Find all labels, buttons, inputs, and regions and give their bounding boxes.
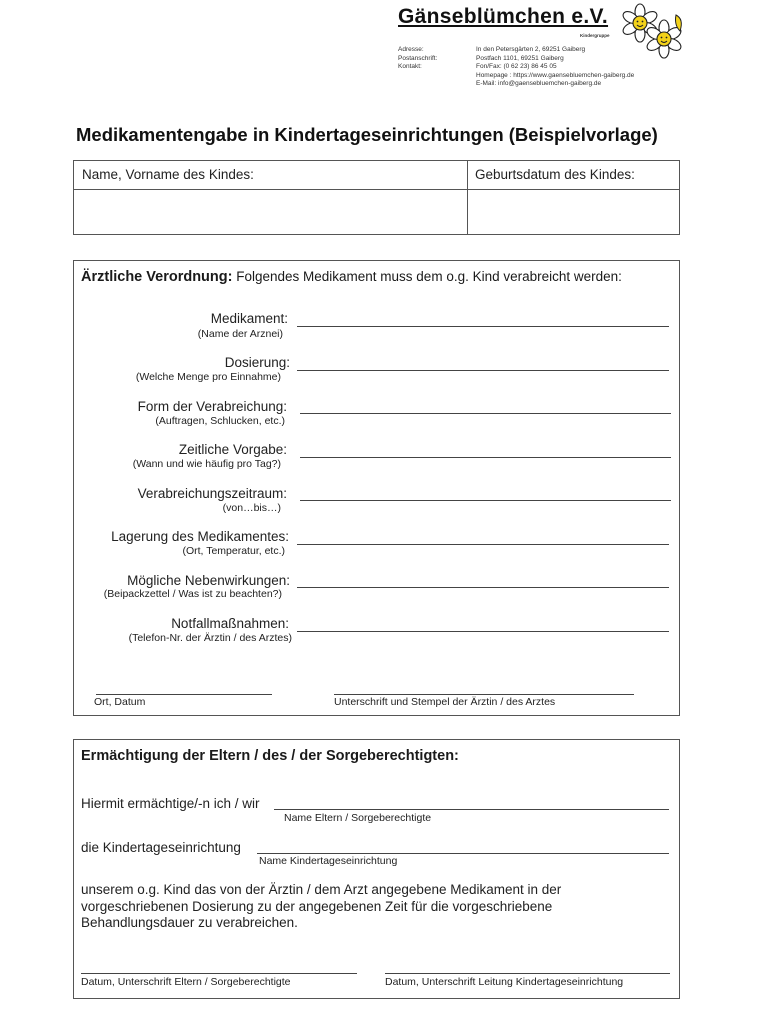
prescription-section bbox=[73, 260, 680, 716]
address-values bbox=[476, 46, 634, 89]
paragraph-line-2: vorgeschriebenen Dosierung zu der angegebenen Zeit für die vorgeschriebene bbox=[81, 898, 553, 914]
storage-hint: (Ort, Temperatur, etc.) bbox=[182, 545, 285, 557]
child-birthdate-label: Geburtsdatum des Kindes: bbox=[475, 167, 635, 182]
timing-line[interactable] bbox=[300, 457, 671, 458]
emergency-label: Notfallmaßnahmen: bbox=[171, 616, 289, 631]
organization-name: Gänseblümchen e.V. bbox=[398, 5, 609, 28]
daycare-label: die Kindertageseinrichtung bbox=[81, 840, 241, 855]
medication-label: Medikament: bbox=[210, 311, 288, 326]
medication-line[interactable] bbox=[297, 326, 669, 327]
child-birthdate-field[interactable] bbox=[469, 191, 678, 233]
address-label: Adresse: bbox=[398, 46, 424, 53]
dosage-hint: (Welche Menge pro Einnahme) bbox=[135, 371, 281, 383]
timing-label: Zeitliche Vorgabe: bbox=[178, 442, 287, 457]
daycare-name-hint: Name Kindertageseinrichtung bbox=[259, 855, 398, 867]
parents-name-line[interactable] bbox=[274, 809, 669, 810]
paragraph-line-3: Behandlungsdauer zu verabreichen. bbox=[81, 915, 298, 930]
authorize-label: Hiermit ermächtige/-n ich / wir bbox=[81, 796, 260, 811]
doctor-signature-line[interactable] bbox=[334, 694, 634, 695]
prescription-heading-bold: Ärztliche Verordnung: bbox=[81, 269, 233, 285]
medication-hint: (Name der Arznei) bbox=[197, 328, 283, 340]
side-effects-label: Mögliche Nebenwirkungen: bbox=[127, 573, 290, 588]
side-effects-line[interactable] bbox=[297, 587, 669, 588]
parents-signature-line[interactable] bbox=[81, 973, 357, 974]
administration-form-label: Form der Verabreichung: bbox=[137, 399, 287, 414]
child-name-field[interactable] bbox=[75, 191, 466, 233]
child-info-divider bbox=[467, 161, 468, 234]
authorization-heading: Ermächtigung der Eltern / des / der Sorgeberechtigten: bbox=[81, 748, 459, 764]
parents-signature-label: Datum, Unterschrift Eltern / Sorgeberechtigte bbox=[81, 976, 291, 988]
document-title: Medikamentengabe in Kindertageseinrichtungen (Beispielvorlage) bbox=[76, 124, 658, 145]
postal-value: Postfach 1101, 69251 Gaiberg bbox=[476, 54, 564, 62]
postal-label: Postanschrift: bbox=[398, 54, 438, 62]
prescription-heading bbox=[81, 269, 622, 285]
dosage-label: Dosierung: bbox=[224, 355, 290, 370]
daycare-name-line[interactable] bbox=[257, 853, 669, 854]
contact-label: Kontakt: bbox=[398, 63, 422, 71]
storage-line[interactable] bbox=[297, 544, 669, 545]
organization-subtitle: Kindergruppe bbox=[580, 33, 610, 38]
address-value: In den Petersgärten 2, 69251 Gaiberg bbox=[476, 46, 586, 53]
period-line[interactable] bbox=[300, 500, 671, 501]
administration-form-line[interactable] bbox=[300, 413, 671, 414]
period-label: Verabreichungszeitraum: bbox=[137, 486, 287, 501]
emergency-hint: (Telefon-Nr. der Ärztin / des Arztes) bbox=[128, 632, 292, 644]
daycare-signature-line[interactable] bbox=[385, 973, 670, 974]
authorization-paragraph bbox=[81, 882, 561, 932]
paragraph-line-1: unserem o.g. Kind das von der Ärztin / dem Arzt angegebene Medikament in der bbox=[81, 882, 562, 897]
daisy-flowers-icon bbox=[618, 3, 686, 65]
period-hint: (von…bis…) bbox=[222, 502, 281, 514]
storage-label: Lagerung des Medikamentes: bbox=[111, 529, 289, 544]
emergency-line[interactable] bbox=[297, 631, 669, 632]
child-name-label: Name, Vorname des Kindes: bbox=[82, 167, 254, 182]
parents-name-hint: Name Eltern / Sorgeberechtigte bbox=[284, 812, 432, 824]
prescription-heading-text: Folgendes Medikament muss dem o.g. Kind verabreicht werden: bbox=[232, 269, 622, 284]
homepage-value: Homepage : https://www.gaensebluemchen-gaiberg.de bbox=[476, 71, 635, 79]
doctor-signature-label: Unterschrift und Stempel der Ärztin / des Arztes bbox=[334, 696, 556, 708]
timing-hint: (Wann und wie häufig pro Tag?) bbox=[132, 458, 281, 470]
authorization-section bbox=[73, 739, 680, 999]
administration-form-hint: (Auftragen, Schlucken, etc.) bbox=[155, 415, 285, 427]
place-date-line[interactable] bbox=[96, 694, 272, 695]
child-info-table bbox=[73, 160, 680, 235]
daycare-signature-label: Datum, Unterschrift Leitung Kindertageseinrichtung bbox=[385, 976, 624, 988]
dosage-line[interactable] bbox=[297, 370, 669, 371]
address-labels bbox=[398, 46, 437, 72]
side-effects-hint: (Beipackzettel / Was ist zu beachten?) bbox=[103, 588, 282, 600]
phone-value: Fon/Fax: (0 62 23) 86 45 05 bbox=[476, 63, 557, 71]
email-value: E-Mail: info@gaensebluemchen-gaiberg.de bbox=[476, 80, 602, 88]
place-date-label: Ort, Datum bbox=[94, 696, 146, 708]
